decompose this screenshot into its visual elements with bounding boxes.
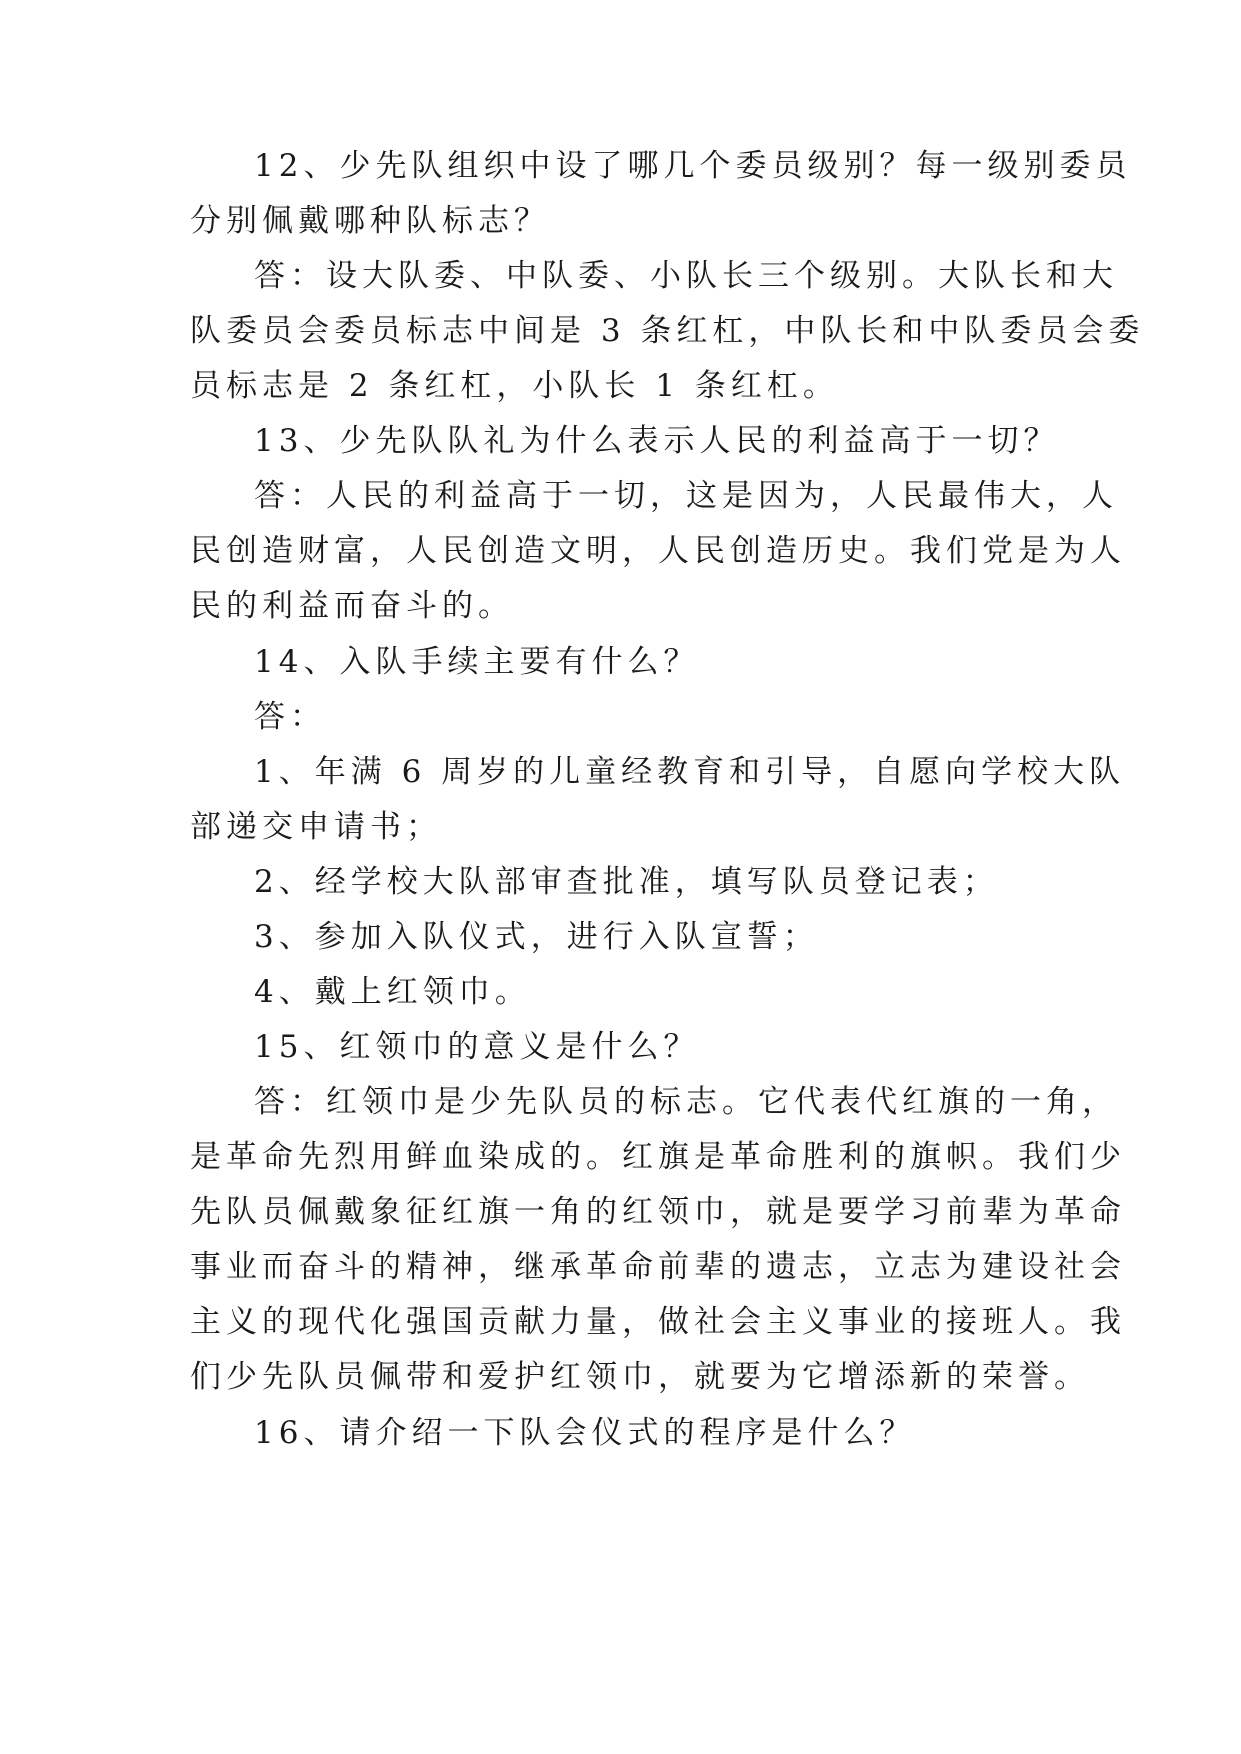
question-15: 15、红领巾的意义是什么？ — [254, 1029, 700, 1065]
answer-12-line-1: 答：设大队委、中队委、小队长三个级别。大队长和大 — [254, 258, 1118, 294]
question-12-line-2: 分别佩戴哪种队标志？ — [190, 203, 550, 239]
answer-14-item-3: 3、参加入队仪式，进行入队宣誓； — [254, 919, 819, 955]
answer-12-line-3: 员标志是 2 条红杠，小队长 1 条红杠。 — [190, 368, 839, 404]
answer-15-line-4: 事业而奋斗的精神，继承革命前辈的遗志，立志为建设社会 — [190, 1249, 1126, 1285]
question-12-line-1: 12、少先队组织中设了哪几个委员级别？每一级别委员 — [254, 148, 1132, 184]
question-14: 14、入队手续主要有什么？ — [254, 644, 700, 680]
answer-15-line-5: 主义的现代化强国贡献力量，做社会主义事业的接班人。我 — [190, 1304, 1126, 1340]
answer-13-line-2: 民创造财富，人民创造文明，人民创造历史。我们党是为人 — [190, 533, 1126, 569]
answer-15-line-6: 们少先队员佩带和爱护红领巾，就要为它增添新的荣誉。 — [190, 1359, 1090, 1395]
question-16: 16、请介绍一下队会仪式的程序是什么？ — [254, 1415, 916, 1451]
answer-14-label: 答： — [254, 699, 326, 735]
answer-14-item-1-line-1: 1、年满 6 周岁的儿童经教育和引导，自愿向学校大队 — [254, 754, 1126, 790]
answer-14-item-2: 2、经学校大队部审查批准，填写队员登记表； — [254, 864, 999, 900]
question-13: 13、少先队队礼为什么表示人民的利益高于一切？ — [254, 423, 1060, 459]
answer-14-item-1-line-2: 部递交申请书； — [190, 809, 442, 845]
answer-13-line-1: 答：人民的利益高于一切，这是因为，人民最伟大，人 — [254, 478, 1118, 514]
answer-15-line-3: 先队员佩戴象征红旗一角的红领巾，就是要学习前辈为革命 — [190, 1194, 1126, 1230]
answer-14-item-4: 4、戴上红领巾。 — [254, 974, 531, 1010]
answer-15-line-1: 答：红领巾是少先队员的标志。它代表代红旗的一角， — [254, 1084, 1118, 1120]
answer-12-line-2: 队委员会委员标志中间是 3 条红杠，中队长和中队委员会委 — [190, 313, 1145, 349]
answer-13-line-3: 民的利益而奋斗的。 — [190, 588, 514, 624]
answer-15-line-2: 是革命先烈用鲜血染成的。红旗是革命胜利的旗帜。我们少 — [190, 1139, 1126, 1175]
